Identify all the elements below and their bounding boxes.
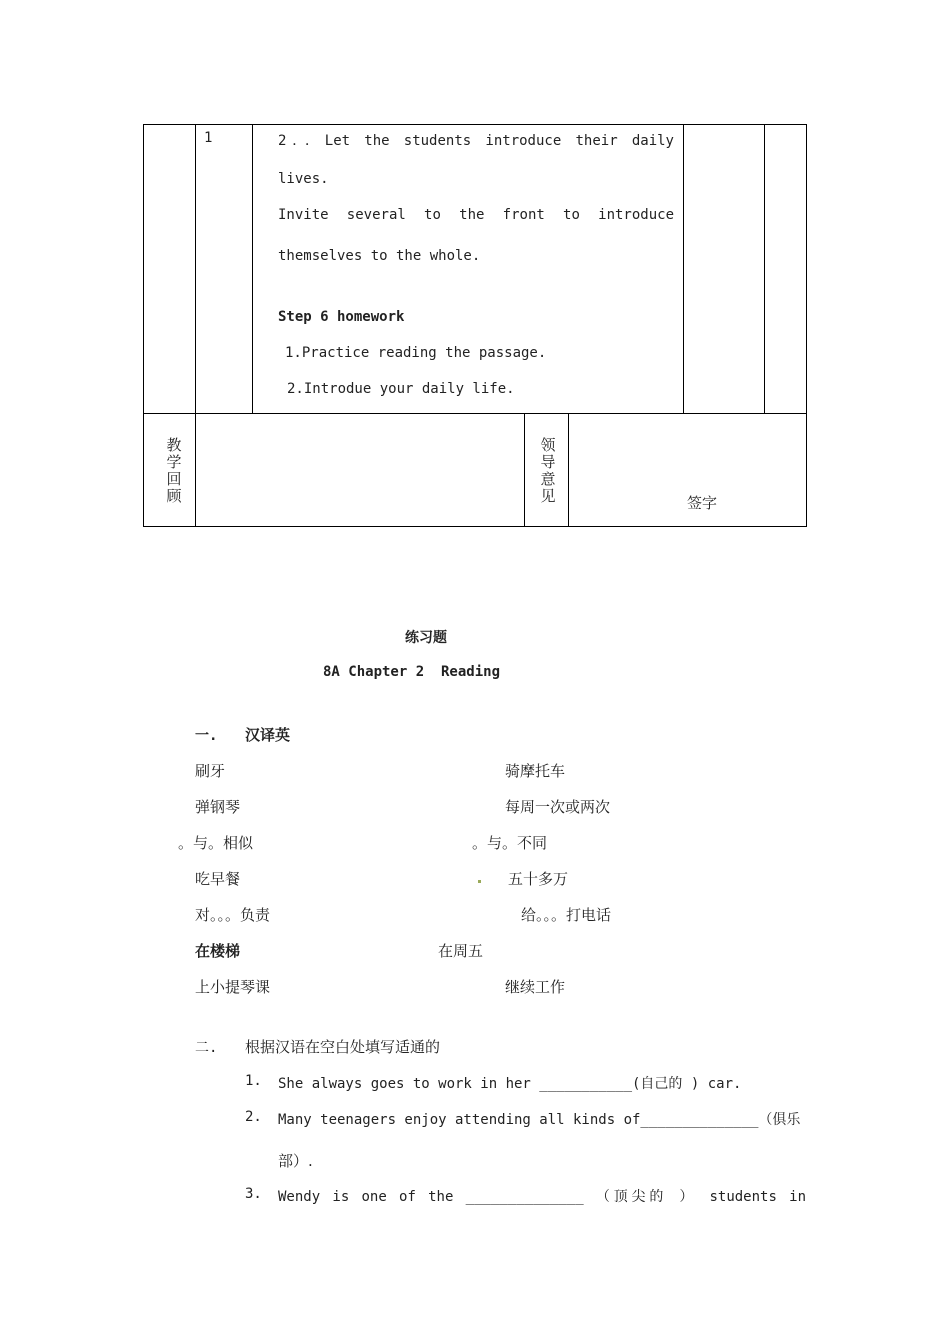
vocab-left: 在楼梯 [195, 942, 241, 960]
item2-line4: themselves to the whole. [278, 248, 481, 264]
question-number: 2. [245, 1109, 262, 1125]
vocab-right: 每周一次或两次 [505, 798, 611, 816]
vocab-right: 骑摩托车 [505, 762, 566, 780]
vocab-left: 弹钢琴 [195, 798, 241, 816]
table-col-divider [568, 413, 569, 527]
table-row-divider [143, 413, 807, 414]
table-border-top [143, 124, 807, 125]
signature-label: 签字 [687, 494, 718, 512]
table-border-left [143, 124, 144, 527]
exercise-title: 练习题 [405, 630, 447, 646]
question-number: 3. [245, 1186, 262, 1202]
table-border-right [806, 124, 807, 527]
exercise-subtitle: 8A Chapter 2 Reading [323, 664, 501, 680]
question-text: Wendy is one of the ______________ （顶尖的 ） students in [278, 1189, 806, 1205]
section2-number: 二. [195, 1040, 218, 1056]
section1-number: 一. [195, 728, 218, 744]
section1-title: 汉译英 [245, 726, 291, 744]
table-col-divider [252, 124, 253, 414]
vocab-right: 给。。。打电话 [521, 906, 612, 924]
question-text-cont: 部）. [278, 1152, 313, 1170]
vocab-left: 刷牙 [195, 762, 226, 780]
section2-title: 根据汉语在空白处填写适通的 [245, 1038, 441, 1056]
homework-item: 2.Introdue your daily life. [287, 381, 515, 397]
item2-line2: lives. [278, 171, 329, 187]
vocab-right: 在周五 [438, 942, 484, 960]
question-text: Many teenagers enjoy attending all kinds of______________（俱乐 [278, 1112, 801, 1128]
homework-item: 1.Practice reading the passage. [285, 345, 547, 361]
vocab-left: 上小提琴课 [195, 978, 271, 996]
vocab-right: 。与。不同 [472, 834, 548, 852]
step6-title: Step 6 homework [278, 309, 405, 325]
item2-line3: Invite several to the front to introduce [278, 207, 674, 223]
row-number: 1 [204, 130, 213, 146]
vocab-left: 。与。相似 [178, 834, 254, 852]
vocab-left: 吃早餐 [195, 870, 241, 888]
item2-line1: 2．．Let the students introduce their daily [278, 133, 674, 149]
leader-opinion-label: 领导意见 [540, 436, 556, 505]
stray-mark [478, 880, 481, 883]
table-col-divider [683, 124, 684, 414]
question-number: 1. [245, 1073, 262, 1089]
table-col-divider [195, 124, 196, 527]
table-col-divider [524, 413, 525, 527]
table-col-divider [764, 124, 765, 414]
vocab-left: 对。。。负责 [195, 906, 271, 924]
teaching-reflection-label: 教学回顾 [166, 436, 182, 505]
vocab-right: 五十多万 [508, 870, 569, 888]
table-border-bottom [143, 526, 807, 527]
vocab-right: 继续工作 [505, 978, 566, 996]
question-text: She always goes to work in her ___________(自己的 ) car. [278, 1076, 742, 1092]
